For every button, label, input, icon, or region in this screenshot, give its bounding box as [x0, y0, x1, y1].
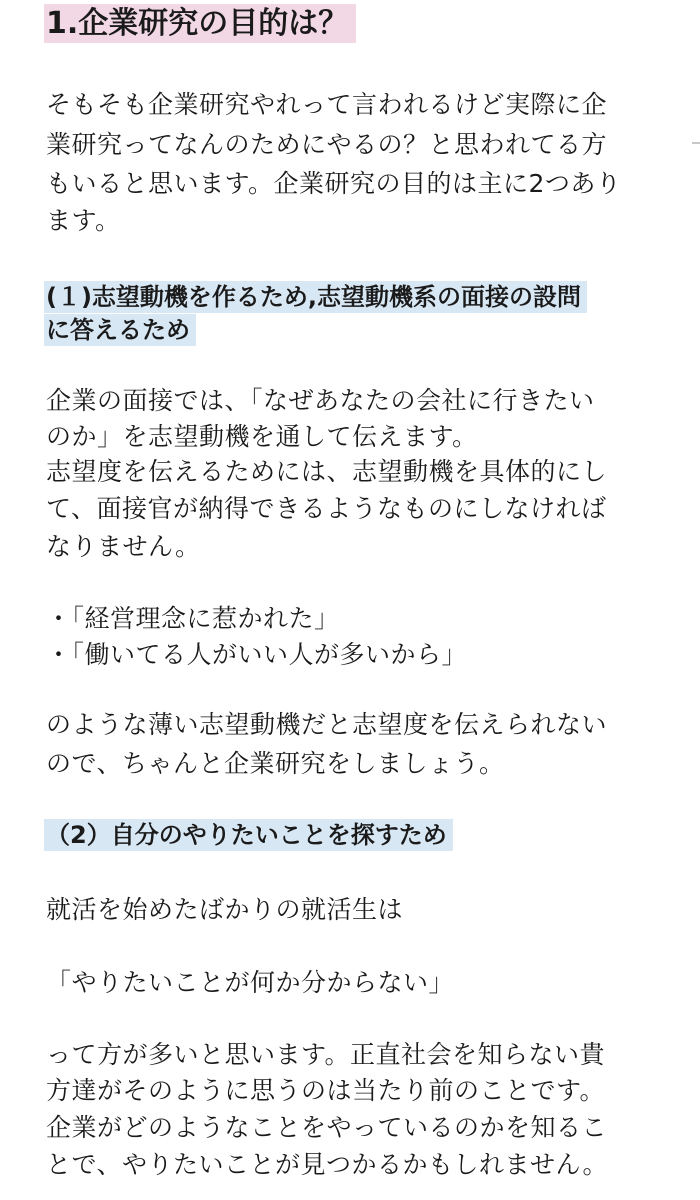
paragraph-line: 企業がどのようなことをやっているのかを知るこ: [46, 1113, 608, 1142]
quote-line: 「やりたいことが何か分からない」: [46, 968, 455, 997]
intro-line: ます。: [46, 206, 121, 235]
subheading-motivation: [44, 280, 587, 315]
bullet-item: ・「働いてる人がいい人が多いから」: [46, 640, 468, 669]
section-heading-purpose: [44, 4, 356, 44]
paragraph-line: なりません。: [46, 532, 201, 561]
subheading-text: （2）自分のやりたいことを探すため: [44, 819, 453, 851]
paragraph-line: 企業の面接では、「なぜあなたの会社に行きたい: [46, 386, 595, 415]
subheading-text: (１)志望動機を作るため,志望動機系の面接の設問: [44, 281, 587, 313]
intro-line: もいると思います。企業研究の目的は主に2つあり: [46, 169, 622, 198]
subheading-motivation-cont: [44, 313, 196, 348]
paragraph-line: のか」を志望動機を通して伝えます。: [46, 422, 478, 451]
paragraph-line: って方が多いと思います。正直社会を知らない貴: [46, 1040, 606, 1069]
heading-text: 1.企業研究の目的は？: [44, 4, 356, 43]
paragraph-line: 就活を始めたばかりの就活生は: [46, 895, 404, 924]
paragraph-line: とで、やりたいことが見つかるかもしれません。: [46, 1150, 609, 1179]
edge-divider: [692, 142, 700, 144]
subheading-text: に答えるため: [44, 314, 196, 346]
intro-line: 業研究ってなんのためにやるの？と思われてる方: [46, 130, 608, 159]
paragraph-line: ので、ちゃんと企業研究をしましょう。: [46, 749, 505, 778]
paragraph-line: 志望度を伝えるためには、志望動機を具体的にし: [46, 457, 608, 486]
paragraph-line: て、面接官が納得できるようなものにしなければ: [46, 494, 607, 523]
paragraph-line: 方達がそのように思うのは当たり前のことです。: [46, 1076, 606, 1105]
bullet-item: ・「経営理念に惹かれた」: [46, 604, 340, 633]
intro-line: そもそも企業研究やれって言われるけど実際に企: [46, 90, 608, 119]
paragraph-line: のような薄い志望動機だと志望度を伝えられない: [46, 710, 608, 739]
subheading-find-interest: [44, 818, 453, 853]
